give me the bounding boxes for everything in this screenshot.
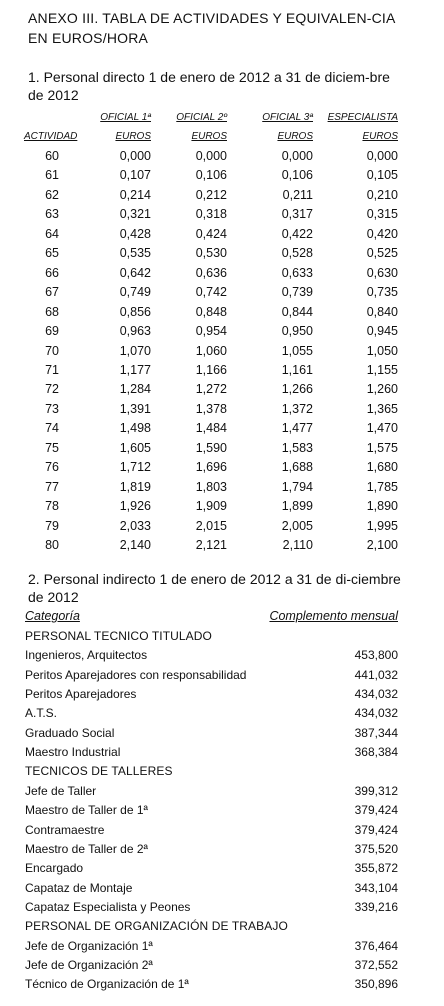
table-row <box>0 382 444 401</box>
actividad-cell: 67 <box>45 285 59 300</box>
oficial-2-cell: 0,318 <box>195 207 227 222</box>
section-2-title: 2. Personal indirecto 1 de enero de 2012 a 31 de di-ciembre de 2012 <box>28 571 401 605</box>
table-row <box>0 168 444 187</box>
header-actividad: ACTIVIDAD <box>24 131 78 142</box>
oficial-3-cell: 1,794 <box>281 479 313 494</box>
especialista-cell: 1,050 <box>366 343 398 358</box>
table-row <box>0 441 444 460</box>
oficial-3-cell: 0,844 <box>281 304 313 319</box>
oficial-2-cell: 0,636 <box>195 265 227 280</box>
oficial-2-cell: 0,106 <box>195 168 227 183</box>
especialista-cell: 2,100 <box>366 538 398 552</box>
oficial-3-cell: 0,422 <box>281 226 313 241</box>
oficial-3-cell: 0,633 <box>281 265 313 280</box>
oficial-1-cell: 0,000 <box>119 149 151 163</box>
table-row <box>0 784 444 803</box>
actividad-cell: 66 <box>45 265 59 280</box>
oficial-1-cell: 0,107 <box>119 168 151 183</box>
category-label: Encargado <box>25 861 84 876</box>
table-row <box>0 726 444 745</box>
especialista-cell: 1,890 <box>366 499 398 514</box>
especialista-cell: 0,945 <box>366 324 398 339</box>
actividad-cell: 64 <box>45 226 59 241</box>
actividad-cell: 60 <box>45 149 59 163</box>
oficial-2-cell: 1,060 <box>195 343 227 358</box>
table-row <box>0 687 444 706</box>
oficial-3-cell: 0,317 <box>281 207 313 222</box>
category-label: Técnico de Organización de 1ª <box>25 977 189 992</box>
header-especialista: ESPECIALISTA <box>327 112 398 123</box>
oficial-3-cell: 1,266 <box>281 382 313 397</box>
table-row <box>0 977 444 996</box>
oficial-3-cell: 0,000 <box>281 149 313 163</box>
category-label: Contramaestre <box>25 822 105 837</box>
oficial-1-cell: 0,856 <box>119 304 151 319</box>
especialista-cell: 0,000 <box>366 149 398 163</box>
table-row <box>0 842 444 861</box>
actividad-cell: 69 <box>45 324 59 339</box>
table-row <box>0 402 444 421</box>
oficial-1-cell: 0,642 <box>119 265 151 280</box>
especialista-cell: 1,995 <box>366 518 398 533</box>
oficial-3-cell: 2,005 <box>281 518 313 533</box>
table-row <box>0 939 444 958</box>
category-label: TECNICOS DE TALLERES <box>25 764 173 779</box>
header-euros-2: EUROS <box>191 131 227 142</box>
table-row <box>0 227 444 246</box>
monthly-complement-value: 368,384 <box>354 745 398 760</box>
oficial-1-cell: 0,321 <box>119 207 151 222</box>
oficial-3-cell: 0,950 <box>281 324 313 339</box>
oficial-2-cell: 0,000 <box>195 149 227 163</box>
header-oficial-3: OFICIAL 3ª <box>262 112 313 123</box>
actividad-cell: 63 <box>45 207 59 222</box>
oficial-2-cell: 0,954 <box>195 324 227 339</box>
monthly-complement-value: 399,312 <box>354 783 398 798</box>
category-group-heading <box>0 764 444 783</box>
oficial-1-cell: 0,535 <box>119 246 151 261</box>
table-row <box>0 188 444 207</box>
table-row <box>0 305 444 324</box>
oficial-2-cell: 1,590 <box>195 440 227 455</box>
oficial-1-cell: 0,214 <box>119 187 151 202</box>
oficial-2-cell: 0,530 <box>195 246 227 261</box>
actividad-cell: 78 <box>45 499 59 514</box>
oficial-2-cell: 2,015 <box>195 518 227 533</box>
category-group-heading <box>0 629 444 648</box>
category-label: Jefe de Taller <box>25 783 97 798</box>
especialista-cell: 0,210 <box>366 187 398 202</box>
especialista-cell: 0,420 <box>366 226 398 241</box>
category-label: Capataz de Montaje <box>25 880 133 895</box>
category-label: Capataz Especialista y Peones <box>25 899 191 914</box>
header-categoria: Categoría <box>25 609 80 623</box>
especialista-cell: 0,840 <box>366 304 398 319</box>
oficial-2-cell: 0,848 <box>195 304 227 319</box>
actividad-cell: 76 <box>45 460 59 475</box>
oficial-3-cell: 2,110 <box>282 538 313 552</box>
oficial-3-cell: 1,583 <box>281 440 313 455</box>
oficial-1-cell: 1,819 <box>119 479 151 494</box>
table-row <box>0 285 444 304</box>
oficial-3-cell: 0,739 <box>281 285 313 300</box>
especialista-cell: 1,680 <box>366 460 398 475</box>
oficial-2-cell: 1,272 <box>195 382 227 397</box>
header-oficial-1: OFICIAL 1ª <box>100 112 151 123</box>
category-label: Maestro Industrial <box>25 745 121 760</box>
oficial-3-cell: 1,055 <box>281 343 313 358</box>
category-label: Jefe de Organización 1ª <box>25 938 153 953</box>
table-row <box>0 538 444 557</box>
actividad-cell: 70 <box>45 343 59 358</box>
table-2-header <box>0 609 444 626</box>
category-label: Jefe de Organización 2ª <box>25 957 153 972</box>
header-euros-4: EUROS <box>362 131 398 142</box>
category-group-heading <box>0 919 444 938</box>
category-label: Graduado Social <box>25 725 115 740</box>
oficial-1-cell: 0,963 <box>119 324 151 339</box>
monthly-complement-value: 441,032 <box>354 667 398 682</box>
table-row <box>0 266 444 285</box>
table-row <box>0 246 444 265</box>
monthly-complement-value: 434,032 <box>354 687 398 702</box>
header-oficial-2: OFICIAL 2º <box>176 112 227 123</box>
especialista-cell: 1,470 <box>366 421 398 436</box>
actividad-cell: 68 <box>45 304 59 319</box>
table-row <box>0 344 444 363</box>
actividad-cell: 74 <box>45 421 59 436</box>
table-row <box>0 706 444 725</box>
category-label: Peritos Aparejadores con responsabilidad <box>25 667 247 682</box>
table-row <box>0 861 444 880</box>
oficial-3-cell: 0,211 <box>282 187 313 202</box>
table-row <box>0 460 444 479</box>
oficial-3-cell: 1,899 <box>281 499 313 514</box>
especialista-cell: 0,735 <box>366 285 398 300</box>
table-row <box>0 803 444 822</box>
oficial-3-cell: 1,372 <box>281 401 313 416</box>
oficial-1-cell: 1,605 <box>119 440 151 455</box>
monthly-complement-value: 387,344 <box>354 725 398 740</box>
actividad-cell: 72 <box>45 382 59 397</box>
oficial-2-cell: 2,121 <box>195 538 227 552</box>
oficial-1-cell: 1,284 <box>119 382 151 397</box>
actividad-cell: 73 <box>45 401 59 416</box>
monthly-complement-value: 355,872 <box>354 861 398 876</box>
oficial-2-cell: 0,212 <box>195 187 227 202</box>
table-row <box>0 499 444 518</box>
oficial-1-cell: 1,177 <box>119 362 151 377</box>
monthly-complement-value: 379,424 <box>354 822 398 837</box>
table-row <box>0 519 444 538</box>
oficial-1-cell: 2,033 <box>119 518 151 533</box>
table-row <box>0 324 444 343</box>
especialista-cell: 1,575 <box>366 440 398 455</box>
oficial-3-cell: 1,161 <box>281 362 313 377</box>
oficial-1-cell: 1,391 <box>119 401 151 416</box>
table-row <box>0 421 444 440</box>
table-row <box>0 881 444 900</box>
oficial-2-cell: 1,909 <box>195 499 227 514</box>
category-label: Ingenieros, Arquitectos <box>25 648 148 663</box>
oficial-3-cell: 1,688 <box>281 460 313 475</box>
oficial-2-cell: 1,484 <box>195 421 227 436</box>
table-row <box>0 363 444 382</box>
especialista-cell: 1,260 <box>366 382 398 397</box>
table-row <box>0 823 444 842</box>
actividad-cell: 79 <box>45 518 59 533</box>
actividad-cell: 77 <box>45 479 59 494</box>
oficial-1-cell: 2,140 <box>119 538 151 552</box>
header-euros-1: EUROS <box>115 131 151 142</box>
oficial-1-cell: 1,070 <box>119 343 151 358</box>
category-label: PERSONAL TECNICO TITULADO <box>25 629 212 643</box>
table-row <box>0 648 444 667</box>
monthly-complement-value: 339,216 <box>354 899 398 914</box>
oficial-2-cell: 1,378 <box>195 401 227 416</box>
oficial-1-cell: 1,712 <box>119 460 151 475</box>
especialista-cell: 0,105 <box>366 168 398 183</box>
category-label: PERSONAL DE ORGANIZACIÓN DE TRABAJO <box>25 919 288 934</box>
oficial-2-cell: 1,166 <box>195 362 227 377</box>
document-title: ANEXO III. TABLA DE ACTIVIDADES Y EQUIVALEN-CIA EN EUROS/HORA <box>28 10 395 46</box>
header-complemento-mensual: Complemento mensual <box>269 609 398 623</box>
oficial-2-cell: 1,803 <box>195 479 227 494</box>
table-row <box>0 149 444 168</box>
oficial-1-cell: 0,428 <box>119 226 151 241</box>
actividad-cell: 61 <box>45 168 59 183</box>
oficial-3-cell: 0,106 <box>281 168 313 183</box>
table-row <box>0 480 444 499</box>
monthly-complement-value: 350,896 <box>354 977 398 992</box>
especialista-cell: 1,365 <box>366 401 398 416</box>
especialista-cell: 0,315 <box>366 207 398 222</box>
table-row <box>0 958 444 977</box>
section-1-title: 1. Personal directo 1 de enero de 2012 a 31 de diciem-bre de 2012 <box>28 69 390 103</box>
monthly-complement-value: 453,800 <box>354 648 398 663</box>
category-label: Peritos Aparejadores <box>25 687 137 702</box>
especialista-cell: 1,785 <box>366 479 398 494</box>
oficial-2-cell: 1,696 <box>195 460 227 475</box>
oficial-1-cell: 1,926 <box>119 499 151 514</box>
especialista-cell: 0,525 <box>366 246 398 261</box>
monthly-complement-value: 372,552 <box>354 957 398 972</box>
category-label: A.T.S. <box>25 706 58 721</box>
oficial-2-cell: 0,742 <box>195 285 227 300</box>
monthly-complement-value: 434,032 <box>354 706 398 721</box>
table-row <box>0 207 444 226</box>
monthly-complement-value: 375,520 <box>354 841 398 856</box>
monthly-complement-value: 379,424 <box>354 803 398 818</box>
actividad-cell: 75 <box>45 440 59 455</box>
table-row <box>0 668 444 687</box>
actividad-cell: 62 <box>45 187 59 202</box>
header-euros-3: EUROS <box>277 131 313 142</box>
monthly-complement-value: 376,464 <box>354 938 398 953</box>
actividad-cell: 65 <box>45 246 59 261</box>
monthly-complement-value: 343,104 <box>354 880 398 895</box>
oficial-1-cell: 1,498 <box>119 421 151 436</box>
especialista-cell: 0,630 <box>366 265 398 280</box>
oficial-3-cell: 1,477 <box>281 421 313 436</box>
oficial-3-cell: 0,528 <box>281 246 313 261</box>
table-row <box>0 745 444 764</box>
oficial-1-cell: 0,749 <box>119 285 151 300</box>
table-row <box>0 900 444 919</box>
category-label: Maestro de Taller de 1ª <box>25 803 148 818</box>
actividad-cell: 80 <box>45 538 59 552</box>
especialista-cell: 1,155 <box>366 362 398 377</box>
category-label: Maestro de Taller de 2ª <box>25 841 148 856</box>
oficial-2-cell: 0,424 <box>195 226 227 241</box>
actividad-cell: 71 <box>45 362 59 377</box>
